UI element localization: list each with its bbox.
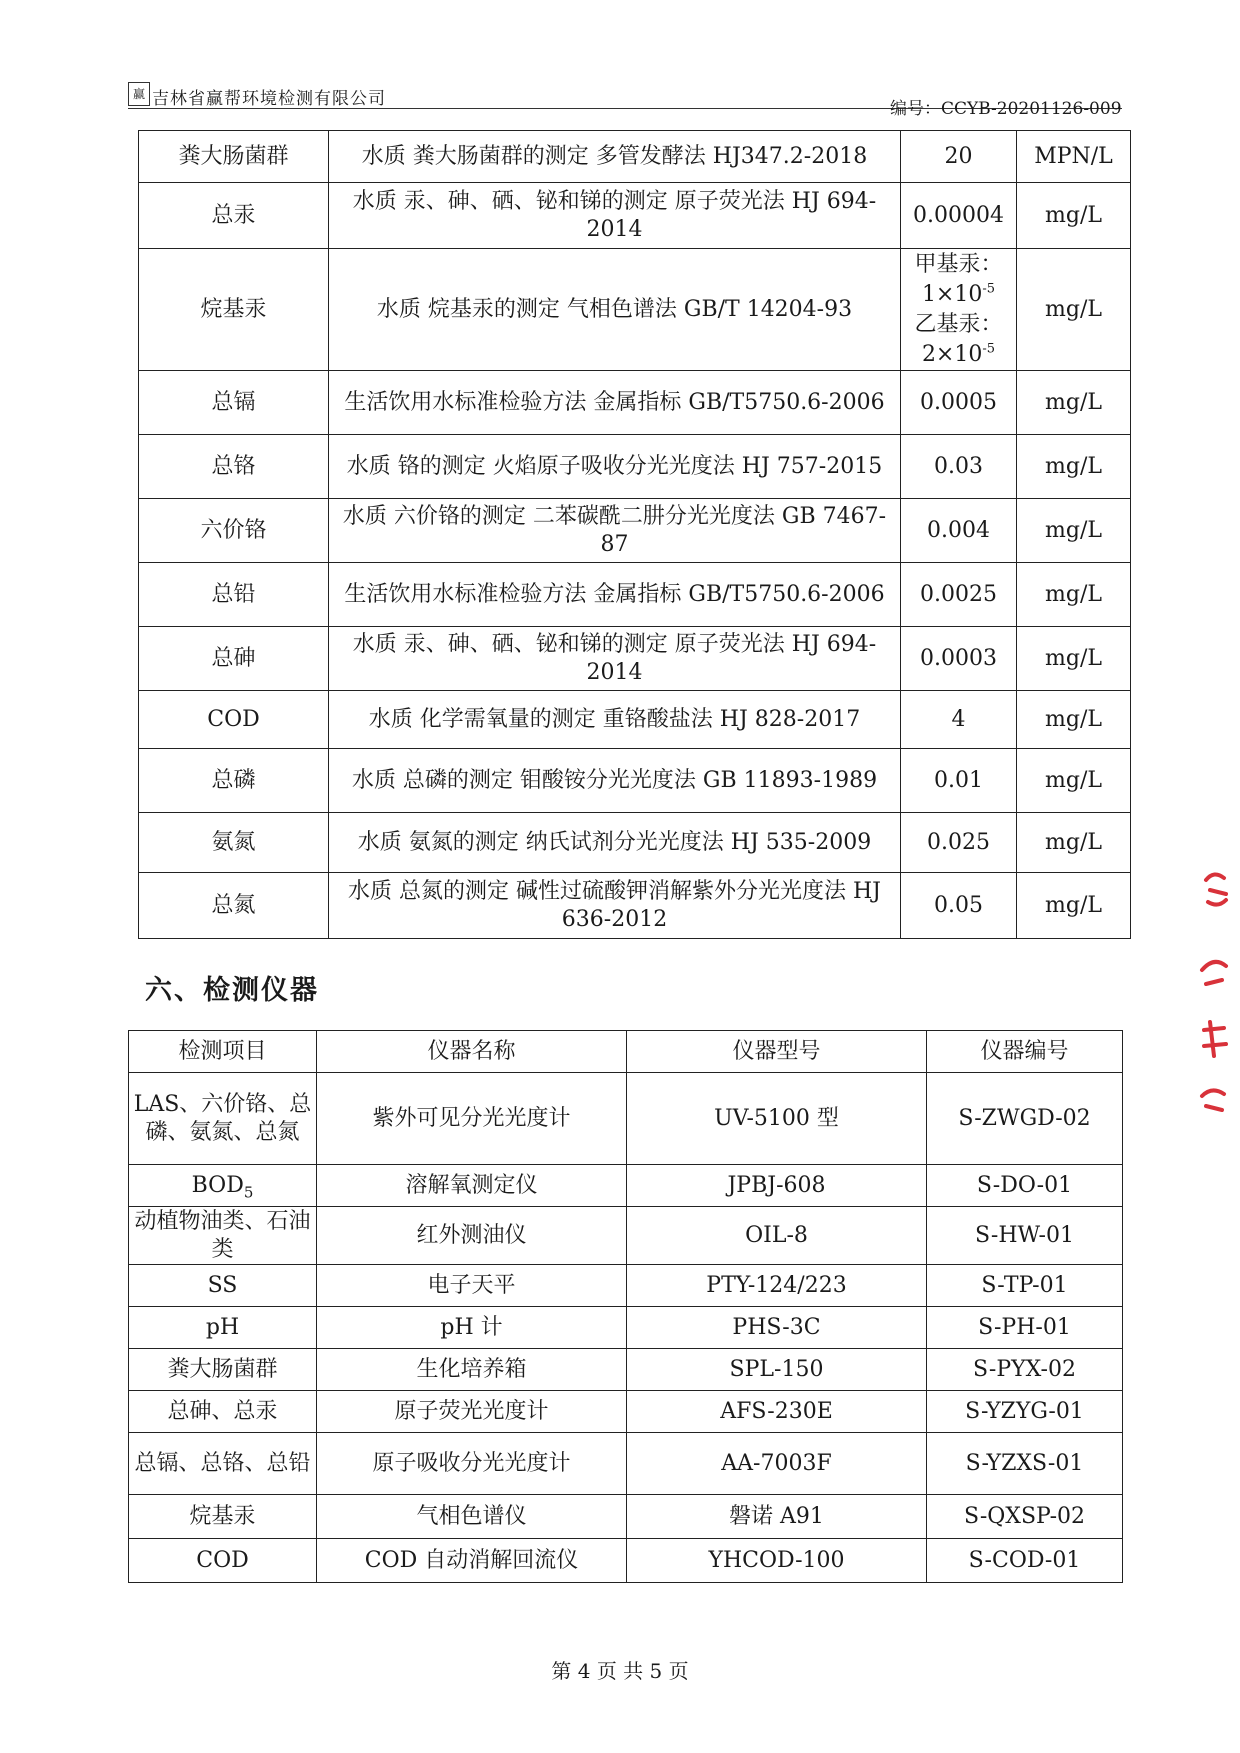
- instrument-code: S-PH-01: [927, 1307, 1123, 1349]
- test-item: SS: [129, 1265, 317, 1307]
- limit-methylmercury-value: $1\times 10^{-5}$: [921, 281, 996, 307]
- limit-ethylmercury-label: 乙基汞：: [914, 311, 1003, 337]
- unit: mg/L: [1017, 371, 1131, 435]
- instrument-name: 原子荧光光度计: [317, 1391, 627, 1433]
- test-item: 氨氮: [139, 813, 329, 873]
- unit: mg/L: [1017, 873, 1131, 939]
- test-item: $BOD_5$: [129, 1165, 317, 1207]
- instrument-model: SPL-150: [627, 1349, 927, 1391]
- company-logo: 赢: [128, 82, 150, 106]
- unit: mg/L: [1017, 813, 1131, 873]
- detection-limit: 4: [901, 691, 1017, 749]
- test-method: 水质 总磷的测定 钼酸铵分光光度法 GB 11893-1989: [329, 749, 901, 813]
- table-row: [129, 1539, 1123, 1583]
- test-item: 总镉、总铬、总铅: [129, 1433, 317, 1495]
- table-row: [129, 1433, 1123, 1495]
- test-item: 总氮: [139, 873, 329, 939]
- detection-limit: 0.03: [901, 435, 1017, 499]
- detection-limit: 0.00004: [901, 183, 1017, 249]
- unit: mg/L: [1017, 749, 1131, 813]
- instrument-model: YHCOD-100: [627, 1539, 927, 1583]
- table-row: [129, 1349, 1123, 1391]
- column-header: 仪器名称: [317, 1031, 627, 1073]
- table-row: [129, 1391, 1123, 1433]
- unit: mg/L: [1017, 435, 1131, 499]
- table-row: [139, 183, 1131, 249]
- test-item: COD: [139, 691, 329, 749]
- company-name: 吉林省赢帮环境检测有限公司: [152, 89, 386, 109]
- test-method: 水质 六价铬的测定 二苯碳酰二肼分光光度法 GB 7467-87: [329, 499, 901, 563]
- table-row: [139, 691, 1131, 749]
- instrument-name: 生化培养箱: [317, 1349, 627, 1391]
- unit: mg/L: [1017, 563, 1131, 627]
- instrument-code: S-DO-01: [927, 1165, 1123, 1207]
- instrument-name: pH 计: [317, 1307, 627, 1349]
- detection-limit: 0.05: [901, 873, 1017, 939]
- test-method: 水质 氨氮的测定 纳氏试剂分光光度法 HJ 535-2009: [329, 813, 901, 873]
- unit: mg/L: [1017, 691, 1131, 749]
- test-method: 水质 总氮的测定 碱性过硫酸钾消解紫外分光光度法 HJ 636-2012: [329, 873, 901, 939]
- detection-limit: 0.01: [901, 749, 1017, 813]
- test-method: 水质 汞、砷、硒、铋和锑的测定 原子荧光法 HJ 694-2014: [329, 627, 901, 691]
- test-item: COD: [129, 1539, 317, 1583]
- test-item: 粪大肠菌群: [129, 1349, 317, 1391]
- test-item: 总汞: [139, 183, 329, 249]
- detection-limit: [901, 249, 1017, 371]
- test-method: 水质 化学需氧量的测定 重铬酸盐法 HJ 828-2017: [329, 691, 901, 749]
- table-row: [139, 749, 1131, 813]
- test-item: LAS、六价铬、总磷、氨氮、总氮: [129, 1073, 317, 1165]
- test-item: 烷基汞: [139, 249, 329, 371]
- instrument-model: JPBJ-608: [627, 1165, 927, 1207]
- detection-limit: 0.0025: [901, 563, 1017, 627]
- test-item: 总铅: [139, 563, 329, 627]
- instrument-model: UV-5100 型: [627, 1073, 927, 1165]
- table-row: [129, 1495, 1123, 1539]
- instrument-code: S-TP-01: [927, 1265, 1123, 1307]
- instrument-model: 磐诺 A91: [627, 1495, 927, 1539]
- column-header: 仪器型号: [627, 1031, 927, 1073]
- table-row: [139, 371, 1131, 435]
- report-number: 编号：CCYB-20201126-009: [890, 99, 1122, 119]
- test-method: 水质 铬的测定 火焰原子吸收分光光度法 HJ 757-2015: [329, 435, 901, 499]
- column-header: 检测项目: [129, 1031, 317, 1073]
- test-method: 生活饮用水标准检验方法 金属指标 GB/T5750.6-2006: [329, 563, 901, 627]
- instrument-name: 红外测油仪: [317, 1207, 627, 1265]
- test-method: 生活饮用水标准检验方法 金属指标 GB/T5750.6-2006: [329, 371, 901, 435]
- instrument-model: PTY-124/223: [627, 1265, 927, 1307]
- instrument-code: S-ZWGD-02: [927, 1073, 1123, 1165]
- test-item: 六价铬: [139, 499, 329, 563]
- test-method: 水质 烷基汞的测定 气相色谱法 GB/T 14204-93: [329, 249, 901, 371]
- table-row: [129, 1165, 1123, 1207]
- instruments-table: [128, 1030, 1123, 1583]
- table-row: [139, 873, 1131, 939]
- instrument-model: AFS-230E: [627, 1391, 927, 1433]
- detection-limit: 0.0005: [901, 371, 1017, 435]
- unit: MPN/L: [1017, 131, 1131, 183]
- unit: mg/L: [1017, 627, 1131, 691]
- instrument-name: 原子吸收分光光度计: [317, 1433, 627, 1495]
- table-row: [139, 813, 1131, 873]
- test-item: pH: [129, 1307, 317, 1349]
- limit-methylmercury-label: 甲基汞：: [914, 251, 1003, 277]
- test-item: 粪大肠菌群: [139, 131, 329, 183]
- instrument-code: S-QXSP-02: [927, 1495, 1123, 1539]
- detection-limit: 0.025: [901, 813, 1017, 873]
- table-row: [129, 1207, 1123, 1265]
- unit: mg/L: [1017, 183, 1131, 249]
- instrument-name: 溶解氧测定仪: [317, 1165, 627, 1207]
- test-item: 总磷: [139, 749, 329, 813]
- table-row: [129, 1073, 1123, 1165]
- seal-stamp-icon: [1196, 860, 1240, 1120]
- instrument-name: 紫外可见分光光度计: [317, 1073, 627, 1165]
- table-row: [139, 563, 1131, 627]
- test-item: 总镉: [139, 371, 329, 435]
- unit: mg/L: [1017, 499, 1131, 563]
- section-heading: 六、检测仪器: [145, 975, 319, 1006]
- column-header: 仪器编号: [927, 1031, 1123, 1073]
- test-method: 水质 粪大肠菌群的测定 多管发酵法 HJ347.2-2018: [329, 131, 901, 183]
- page-number: 第 4 页 共 5 页: [551, 1659, 689, 1683]
- instrument-code: S-HW-01: [927, 1207, 1123, 1265]
- instrument-name: 气相色谱仪: [317, 1495, 627, 1539]
- instrument-code: S-YZXS-01: [927, 1433, 1123, 1495]
- instrument-code: S-COD-01: [927, 1539, 1123, 1583]
- test-method: 水质 汞、砷、硒、铋和锑的测定 原子荧光法 HJ 694-2014: [329, 183, 901, 249]
- test-item: 总砷、总汞: [129, 1391, 317, 1433]
- instrument-model: PHS-3C: [627, 1307, 927, 1349]
- detection-limit: 0.004: [901, 499, 1017, 563]
- table-row: [129, 1265, 1123, 1307]
- test-item: 动植物油类、石油类: [129, 1207, 317, 1265]
- instrument-name: 电子天平: [317, 1265, 627, 1307]
- detection-limit: 0.0003: [901, 627, 1017, 691]
- instrument-model: AA-7003F: [627, 1433, 927, 1495]
- test-item: 总砷: [139, 627, 329, 691]
- table-header-row: [129, 1031, 1123, 1073]
- methods-table: [138, 130, 1131, 939]
- instrument-model: OIL-8: [627, 1207, 927, 1265]
- table-row: [129, 1307, 1123, 1349]
- table-row: [139, 249, 1131, 371]
- unit: mg/L: [1017, 249, 1131, 371]
- test-item: 总铬: [139, 435, 329, 499]
- instrument-code: S-YZYG-01: [927, 1391, 1123, 1433]
- test-item: 烷基汞: [129, 1495, 317, 1539]
- detection-limit: 20: [901, 131, 1017, 183]
- table-row: [139, 131, 1131, 183]
- table-row: [139, 627, 1131, 691]
- instrument-name: COD 自动消解回流仪: [317, 1539, 627, 1583]
- table-row: [139, 435, 1131, 499]
- instrument-code: S-PYX-02: [927, 1349, 1123, 1391]
- limit-ethylmercury-value: $2\times 10^{-5}$: [921, 341, 996, 367]
- table-row: [139, 499, 1131, 563]
